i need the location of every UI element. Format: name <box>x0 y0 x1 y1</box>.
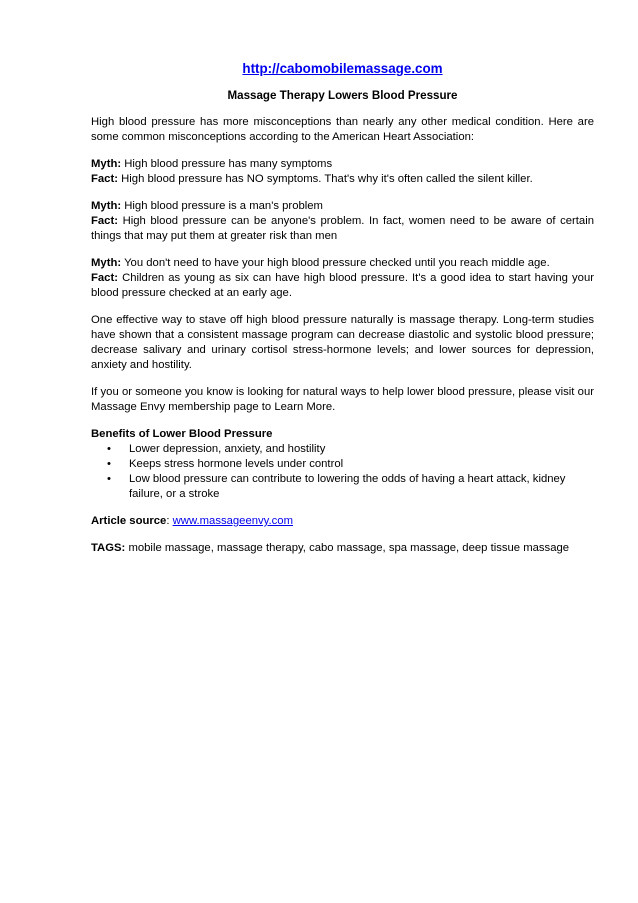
tags-text: mobile massage, massage therapy, cabo massage, spa massage, deep tissue massage <box>128 542 570 554</box>
massage-paragraph: One effective way to stave off high blood pressure naturally is massage therapy. Long-term studies have shown that a consistent massage program can decrease diastolic and systolic blood pressure; decrease salivary and urinary cortisol stress-hormone levels; and lower sources for depression, anxiety and hostility. <box>91 314 594 371</box>
tags-label: TAGS: <box>91 542 126 554</box>
myth-label: Myth: <box>91 200 122 212</box>
fact-text: High blood pressure can be anyone's problem. In fact, women need to be aware of certain things that may put them at greater risk than men <box>91 215 594 242</box>
myth-line <box>91 157 594 172</box>
benefits-list <box>91 442 594 502</box>
myth-text: High blood pressure is a man's problem <box>124 200 323 212</box>
tags-line <box>91 541 594 556</box>
myth-line <box>91 256 594 271</box>
source-label: Article source <box>91 515 167 527</box>
fact-line <box>91 214 594 244</box>
myth-text: You don't need to have your high blood pressure checked until you reach middle age. <box>124 257 550 269</box>
intro-paragraph: High blood pressure has more misconceptions than nearly any other medical condition. Here are some common misconceptions according to the American Heart Association: <box>91 116 594 143</box>
myth-fact-block-3 <box>91 256 594 301</box>
source-link[interactable]: www.massageenvy.com <box>172 515 293 527</box>
document-content <box>91 60 594 568</box>
benefits-heading: Benefits of Lower Blood Pressure <box>91 428 273 440</box>
myth-label: Myth: <box>91 257 122 269</box>
cta-paragraph: If you or someone you know is looking for natural ways to help lower blood pressure, please visit our Massage Envy membership page to Learn More. <box>91 386 594 413</box>
fact-text: Children as young as six can have high blood pressure. It's a good idea to start having your blood pressure checked at an early age. <box>91 272 594 299</box>
fact-line <box>91 271 594 301</box>
fact-label: Fact: <box>91 173 118 185</box>
fact-label: Fact: <box>91 215 118 227</box>
article-title: Massage Therapy Lowers Blood Pressure <box>227 89 458 102</box>
myth-label: Myth: <box>91 158 122 170</box>
fact-text: High blood pressure has NO symptoms. That's why it's often called the silent killer. <box>121 173 533 185</box>
fact-line <box>91 172 594 187</box>
benefit-item: • Low blood pressure can contribute to lowering the odds of having a heart attack, kidney failure, or a stroke <box>129 472 594 502</box>
myth-fact-block-1 <box>91 157 594 187</box>
myth-line <box>91 199 594 214</box>
myth-text: High blood pressure has many symptoms <box>124 158 333 170</box>
source-separator: : <box>166 515 170 527</box>
benefit-item: • Lower depression, anxiety, and hostility <box>129 442 594 457</box>
fact-label: Fact: <box>91 272 118 284</box>
myth-fact-block-2 <box>91 199 594 244</box>
site-link[interactable]: http://cabomobilemassage.com <box>242 61 443 76</box>
benefit-item: • Keeps stress hormone levels under control <box>129 457 594 472</box>
article-source <box>91 514 594 529</box>
